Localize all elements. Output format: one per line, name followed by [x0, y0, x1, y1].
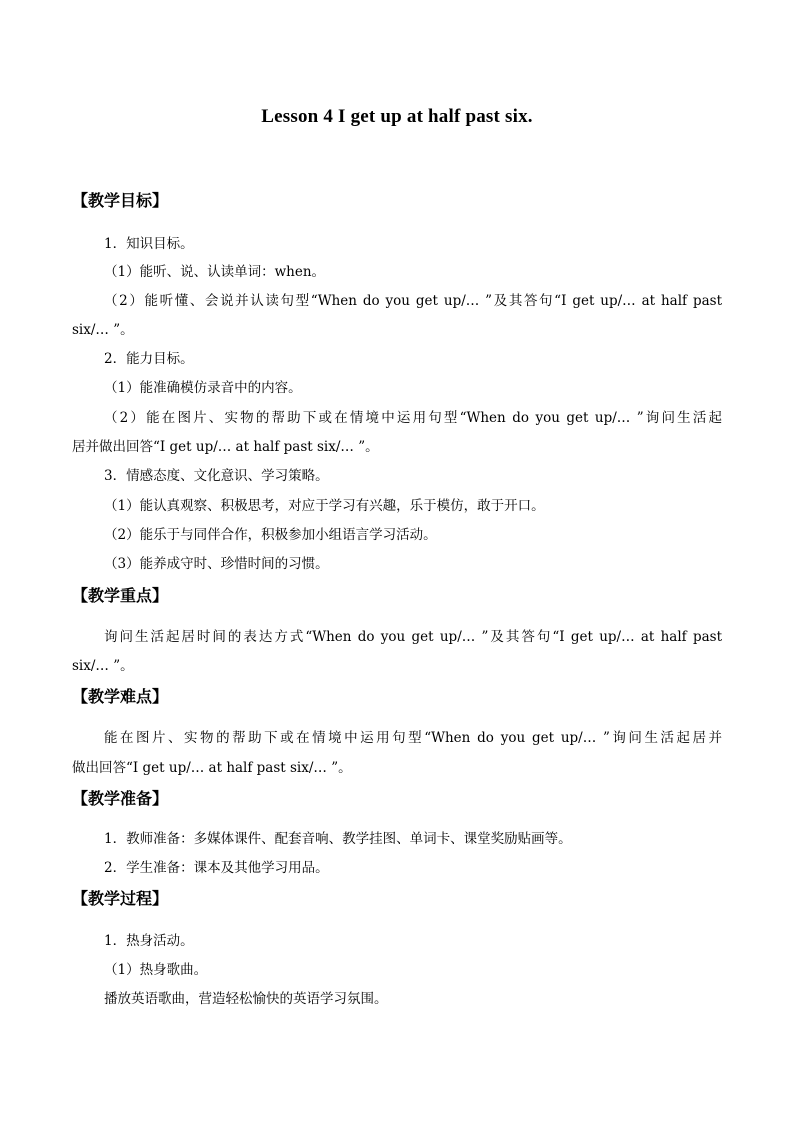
process-line: 1．热身活动。 [104, 933, 194, 949]
objectives-line: 1．知识目标。 [104, 236, 194, 252]
process-line: 播放英语歌曲，营造轻松愉快的英语学习氛围。 [104, 991, 388, 1007]
objectives-line: 3．情感态度、文化意识、学习策略。 [104, 468, 329, 484]
key-points-line: six/… ”。 [72, 658, 134, 674]
objectives-line: 居并做出回答“I get up/… at half past six/… ”。 [72, 439, 379, 455]
objectives-line: （1）能准确模仿录音中的内容。 [104, 380, 302, 396]
objectives-line: （2）能听懂、会说并认读句型“When do you get up/… ”及其答句“I get up/… at half past [104, 293, 722, 309]
key-points-heading: 【教学重点】 [72, 586, 169, 605]
objectives-heading: 【教学目标】 [72, 191, 169, 210]
process-line: （1）热身歌曲。 [104, 962, 208, 978]
difficulties-heading: 【教学难点】 [72, 687, 169, 706]
preparation-heading: 【教学准备】 [72, 789, 169, 808]
process-heading: 【教学过程】 [72, 889, 169, 908]
difficulties-line: 做出回答“I get up/… at half past six/… ”。 [72, 760, 352, 776]
objectives-line: （1）能听、说、认读单词：when。 [104, 264, 326, 280]
objectives-line: six/… ”。 [72, 322, 134, 338]
objectives-line: （2）能乐于与同伴合作，积极参加小组语言学习活动。 [104, 527, 437, 543]
key-points-line: 询问生活起居时间的表达方式“When do you get up/… ”及其答句“I get up/… at half past [104, 629, 722, 645]
objectives-line: （2）能在图片、实物的帮助下或在情境中运用句型“When do you get up/… ”询问生活起 [104, 410, 722, 426]
objectives-line: （1）能认真观察、积极思考，对应于学习有兴趣，乐于模仿，敢于开口。 [104, 498, 545, 514]
objectives-line: （3）能养成守时、珍惜时间的习惯。 [104, 556, 329, 572]
lesson-title: Lesson 4 I get up at half past six. [261, 106, 533, 127]
preparation-line: 1．教师准备：多媒体课件、配套音响、教学挂图、单词卡、课堂奖励贴画等。 [104, 831, 572, 847]
objectives-line: 2．能力目标。 [104, 351, 194, 367]
preparation-line: 2．学生准备：课本及其他学习用品。 [104, 860, 329, 876]
difficulties-line: 能在图片、实物的帮助下或在情境中运用句型“When do you get up/… ”询问生活起居并 [104, 730, 722, 746]
